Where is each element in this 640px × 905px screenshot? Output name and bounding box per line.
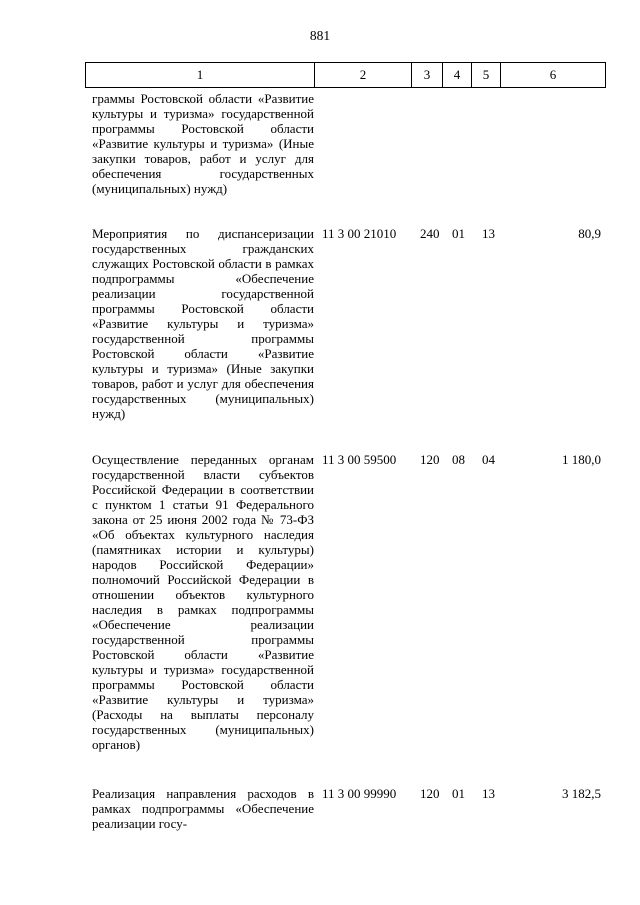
row-subsection: 13 — [482, 226, 495, 241]
row-section: 08 — [452, 452, 465, 467]
row-subsection: 13 — [482, 786, 495, 801]
row-code: 11 3 00 99990 — [322, 786, 397, 801]
header-col-1: 1 — [86, 63, 315, 88]
row-section: 01 — [452, 226, 465, 241]
table-row — [85, 91, 605, 226]
row-amount: 1 180,0 — [562, 452, 601, 467]
row-expense-type: 240 — [420, 226, 440, 241]
row-amount: 80,9 — [578, 226, 601, 241]
row-description: Реализация направления расходов в рамках подпрограммы «Обеспечение реализации госу- — [92, 786, 314, 831]
header-col-2: 2 — [315, 63, 412, 88]
header-col-6: 6 — [501, 63, 606, 88]
header-col-3: 3 — [412, 63, 443, 88]
row-description: Осуществление переданных органам государственной власти субъектов Российской Федерации в соответствии с пунктом 1 статьи 91 Федерального закона от 25 июня 2002 года № 73-ФЗ «Об объектах культурного наследия (памятниках истории и культуры) народов Российской Федерации» полномочий Российской Федерации в отношении объектов культурного наследия в рамках подпрограммы «Обеспечение реализации государственной программы Ростовской области «Развитие культуры и туризма» государственной программы Ростовской области «Развитие культуры и туризма» (Расходы на выплаты персоналу государственных (муниципальных) органов) — [92, 452, 314, 752]
page-number: 881 — [309, 28, 331, 43]
table-row — [85, 452, 605, 786]
table-body — [85, 91, 605, 846]
header-col-4: 4 — [443, 63, 472, 88]
row-code: 11 3 00 59500 — [322, 452, 397, 467]
row-description: граммы Ростовской области «Развитие культуры и туризма» государственной программы Ростовской области «Развитие культуры и туризма» (Иные закупки товаров, работ и услуг для обеспечения государственных (муниципальных) нужд) — [92, 91, 314, 196]
row-amount: 3 182,5 — [562, 786, 601, 801]
row-code: 11 3 00 21010 — [322, 226, 397, 241]
row-section: 01 — [452, 786, 465, 801]
table-row — [85, 786, 605, 846]
row-subsection: 04 — [482, 452, 495, 467]
header-col-5: 5 — [472, 63, 501, 88]
table-row — [85, 226, 605, 452]
row-expense-type: 120 — [420, 786, 440, 801]
table-header — [85, 62, 606, 88]
row-expense-type: 120 — [420, 452, 440, 467]
row-description: Мероприятия по диспансеризации государственных гражданских служащих Ростовской области в рамках подпрограммы «Обеспечение реализации государственной программы Ростовской области «Развитие культуры и туризма» государственной программы Ростовской области «Развитие культуры и туризма» (Иные закупки товаров, работ и услуг для обеспечения государственных (муниципальных) нужд) — [92, 226, 314, 421]
